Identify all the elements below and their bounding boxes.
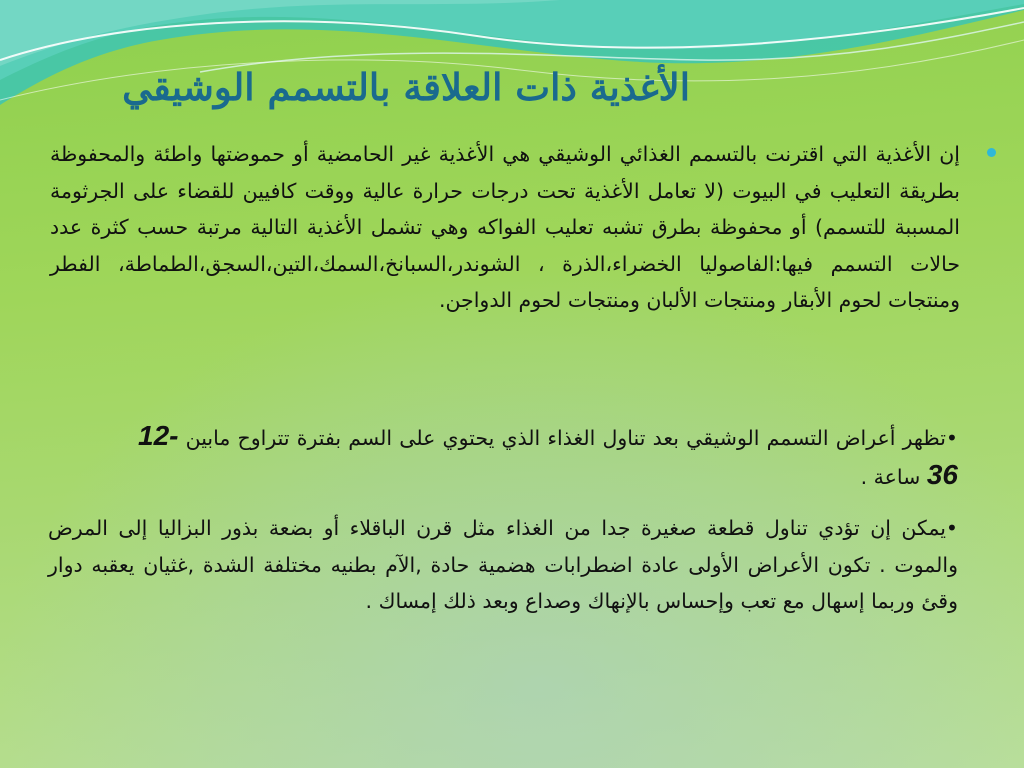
onset-text-after: ساعة . [860,464,927,489]
paragraph-symptoms: •يمكن إن تؤدي تناول قطعة صغيرة جدا من الغذاء مثل قرن الباقلاء أو بضعة بذور البزاليا إلى المرض والموت . تكون الأعراض الأولى عادة اضطرابات هضمية حادة ,الآم بطنيه مختلفة الشدة ,غثيان يعقبه دوار وقئ وربما إسهال مع تعب وإحساس بالإنهاك وصداع وبعد ذلك إمساك . [48,516,958,613]
paragraph-symptom-onset [138,418,958,495]
slide-content [50,132,998,752]
slide-title: الأغذية ذات العلاقة بالتسمم الوشيقي [122,65,690,109]
onset-text-before: •تظهر أعراض التسمم الوشيقي بعد تناول الغذاء الذي يحتوي على السم بفترة تتراوح مابين [178,426,958,450]
paragraph-food-list: إن الأغذية التي اقترنت بالتسمم الغذائي الوشيقي هي الأغذية غير الحامضية أو حموضتها واطئة والمحفوظة بطريقة التعليب في البيوت (لا تعامل الأغذية تحت درجات حرارة عالية ووقت كافيين للقضاء على الجرثومة المسببة للتسمم) أو محفوظة بطرق تشبه تعليب الفواكه وهي تشمل الأغذية التالية مرتبة حسب كثرة عدد حالات التسمم فيها:الفاصوليا الخضراء،الذرة ، الشوندر،السبانخ،السمك،التين،السجق،الطماطة، الفطر ومنتجات لحوم الأبقار ومنتجات الألبان ومنتجات لحوم الدواجن. [50,142,960,312]
bullet-icon [987,148,996,157]
onset-hours-number: 12-36 [138,420,958,490]
